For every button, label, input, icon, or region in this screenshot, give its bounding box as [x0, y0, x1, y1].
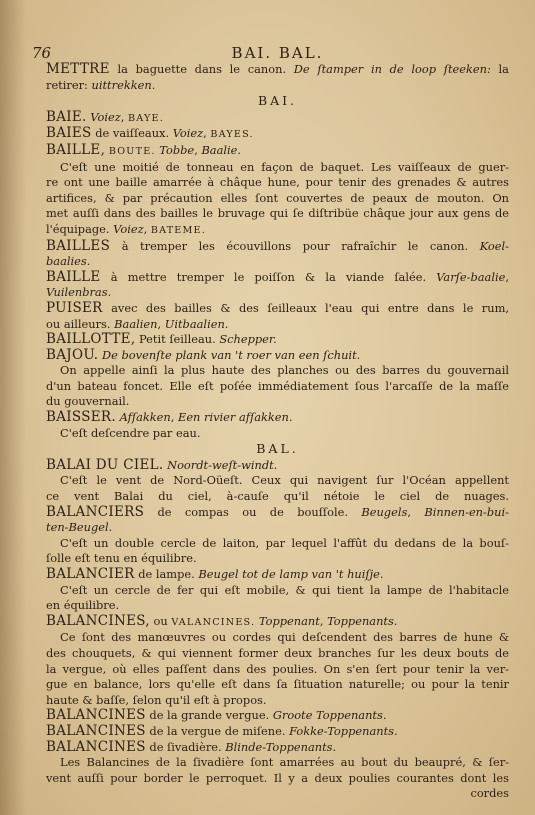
text-run: l'équipage. — [46, 221, 114, 236]
text-line — [46, 473, 509, 489]
text-line — [46, 536, 509, 552]
text-run: Vuilenbras. — [46, 285, 112, 300]
text-run: Voiez — [90, 109, 121, 124]
text-run: De ſtamper in de loop ſteeken: — [293, 62, 491, 76]
headword: BAILLOTTE, — [46, 332, 136, 348]
text-run: Tobbe — [159, 142, 195, 157]
headword: BALAI DU CIEL. — [46, 457, 164, 473]
headword: BAILLE — [46, 269, 101, 285]
text-line — [46, 363, 509, 379]
text-line — [46, 126, 509, 143]
text-run: BATEME. — [150, 224, 206, 236]
text-run: à tremper les écouvillons pour rafraîchir le canon. — [110, 238, 480, 253]
headword: BAJOU. — [46, 347, 99, 363]
page-header — [32, 44, 509, 62]
headword: BALANCIERS — [46, 504, 145, 520]
text-run: ſolle eſt tenu en équilibre. — [46, 551, 197, 566]
text-run: la — [490, 62, 509, 76]
text-run: Petit ſeilleau. — [135, 332, 220, 347]
text-line — [46, 740, 509, 756]
text-run: Voiez — [113, 221, 144, 236]
text-run: Groote Toppenants. — [272, 708, 387, 723]
text-run: VALANCINES. — [171, 616, 256, 628]
text-run: haute & baſſe, ſelon qu'il eſt à propos. — [46, 692, 267, 707]
text-run: la vergue, où elles paſſent dans des poulies. On s'en ſert pour tenir la ver- — [46, 661, 509, 676]
headword: BAILLE, — [46, 142, 106, 158]
text-run: C'eſt deſcendre par eau. — [60, 425, 201, 440]
page-text — [46, 62, 509, 802]
text-run: , — [157, 316, 165, 331]
text-line — [46, 110, 509, 127]
text-run: des chouquets, & qui viennent former deux branches ſur les deux bouts de — [46, 645, 509, 660]
text-run: cordes — [470, 786, 509, 801]
text-run: la baguette dans le canon. — [109, 62, 294, 76]
headword: BAISSER. — [46, 410, 116, 426]
text-line — [46, 301, 509, 317]
text-run: baalies. — [46, 254, 91, 269]
text-run: C'eſt une moitié de tonneau en façon de baquet. Les vaiſſeaux de guer- — [60, 159, 509, 174]
text-run: , — [170, 410, 178, 425]
text-line — [46, 630, 509, 646]
text-line — [46, 567, 509, 583]
text-run: ou ailleurs. — [46, 316, 115, 331]
text-line — [46, 143, 509, 160]
text-line — [46, 175, 509, 191]
spine-shadow — [0, 0, 26, 815]
headword: BAIE. — [46, 109, 87, 125]
section-heading: BAI. — [257, 93, 298, 109]
text-line — [46, 677, 509, 693]
text-line — [46, 489, 509, 505]
text-line — [46, 662, 509, 678]
text-run: de vaiſſeaux. — [91, 126, 173, 141]
text-run: en équilibre. — [46, 598, 120, 613]
text-line — [46, 239, 509, 255]
text-run: , — [203, 126, 211, 141]
text-run: Fokke-Toppenants. — [289, 723, 398, 738]
text-line — [46, 520, 509, 536]
text-line — [46, 394, 509, 410]
text-line — [46, 786, 509, 802]
text-line — [46, 551, 509, 567]
headword: PUISER — [46, 300, 103, 316]
text-run: BOUTE. — [108, 145, 156, 157]
text-run: artifices, & par précaution elles ſont couvertes de peaux de mouton. On — [46, 190, 509, 205]
text-line — [46, 505, 509, 521]
text-run: BAYES. — [210, 129, 254, 141]
text-line — [46, 583, 509, 599]
text-run: Baalien — [114, 316, 158, 331]
text-line — [46, 724, 509, 740]
text-run: Beugel tot de lamp van 't huiſje. — [198, 567, 384, 581]
page-number: 76 — [32, 44, 52, 62]
text-line — [46, 458, 509, 474]
text-run: Voiez — [172, 126, 204, 141]
text-run: Blinde-Toppenants. — [225, 739, 337, 754]
text-run: à mettre tremper le poiſſon & la viande ſalée. — [100, 269, 437, 284]
text-line — [46, 254, 509, 270]
headword: BALANCINES — [46, 723, 146, 739]
text-line — [46, 755, 509, 771]
text-run: C'eſt un double cercle de laiton, par lequel l'affût du dedans de la bouſ- — [60, 535, 509, 550]
text-line — [46, 614, 509, 631]
text-line — [46, 160, 509, 176]
text-run: ce vent Balai du ciel, à-cauſe qu'il nétoie le ciel de nuages. — [46, 489, 509, 504]
text-run: C'eſt le vent de Nord-Oüeſt. Ceux qui navigent ſur l'Océan appellent — [60, 473, 509, 488]
text-run: , — [120, 109, 128, 124]
text-run: De bovenſte plank van 't roer van een ſchuit. — [102, 347, 361, 362]
text-run: Les Balancines de la ſivadière ſont amarrées au bout du beaupré, & ſer- — [60, 755, 509, 770]
text-line — [46, 270, 509, 286]
text-run: avec des bailles & des ſeilleaux l'eau qui entre dans le rum, — [102, 300, 509, 315]
text-line — [46, 206, 509, 222]
text-line — [46, 771, 509, 787]
text-line — [46, 285, 509, 301]
text-line — [46, 646, 509, 662]
text-run: Ce ſont des manœuvres ou cordes qui deſcendent des barres de hune & — [60, 630, 509, 645]
text-line — [46, 222, 509, 239]
text-line — [46, 410, 509, 426]
text-run: d'un bateau foncet. Elle eſt poſée immédiatement ſous l'arcaſſe de la maſſe — [46, 378, 509, 393]
text-run: Koel- — [479, 238, 509, 253]
running-head: BAI. BAL. — [231, 44, 324, 62]
text-run: de lampe. — [134, 567, 199, 581]
headword: BALANCINES — [46, 708, 146, 724]
text-run: du gouvernail. — [46, 394, 130, 409]
headword: BALANCINES — [46, 739, 146, 755]
text-run: Uitbaalien. — [164, 316, 229, 331]
headword: BALANCINES, — [46, 613, 150, 629]
text-line — [46, 708, 509, 724]
text-run: vent auſſi pour border le perroquet. Il y a deux poulies courantes dont les — [46, 770, 509, 785]
text-line — [46, 332, 509, 348]
text-line — [46, 693, 509, 709]
text-line — [46, 93, 509, 110]
text-run: met auſſi dans des bailles le bruvage qui ſe diſtribüe châque jour aux gens de — [46, 206, 509, 221]
text-run: Beugels — [361, 504, 408, 519]
text-run: Varſe-baalie — [436, 269, 506, 284]
text-run: , — [319, 613, 328, 628]
text-run: On appelle ainſi la plus haute des planches ou des barres du gouvernail — [60, 363, 509, 378]
text-line — [46, 441, 509, 458]
text-run: de ſivadière. — [145, 739, 226, 754]
text-line — [46, 317, 509, 333]
text-line — [46, 191, 509, 207]
headword: BALANCIER — [46, 567, 135, 582]
text-line — [46, 348, 509, 364]
text-run: Toppenants. — [327, 613, 398, 628]
text-run: , — [505, 269, 509, 284]
text-run: de la vergue de miſene. — [145, 723, 290, 738]
text-run: Toppenant — [258, 613, 320, 628]
headword: BAILLES — [46, 238, 111, 254]
text-run: uittrekken. — [91, 77, 156, 92]
text-run: de la grande vergue. — [145, 708, 273, 723]
text-run: , — [407, 504, 425, 519]
text-run: C'eſt un cercle de fer qui eſt mobile, & qui tient la lampe de l'habitacle — [60, 582, 509, 597]
text-run: Noordt-weſt-windt. — [167, 457, 278, 472]
text-run: Binnen-en-bui- — [424, 504, 509, 519]
text-line — [46, 62, 509, 78]
text-run: gue en balance, lors qu'elle eſt dans ſa ſituation naturelle; ou pour la tenir — [46, 677, 509, 692]
text-line — [46, 379, 509, 395]
text-run: , — [194, 142, 202, 157]
headword: BAIES — [46, 126, 92, 142]
text-run: ten-Beugel. — [46, 520, 113, 535]
text-run: Een rivier afſakken. — [178, 410, 293, 425]
text-run: de compas ou de bouſſole. — [144, 504, 362, 519]
text-run: Baalie. — [201, 142, 242, 157]
text-line — [46, 426, 509, 442]
text-line — [46, 598, 509, 614]
text-run: retirer: — [46, 77, 92, 92]
headword: METTRE — [46, 62, 110, 77]
section-heading: BAL. — [256, 441, 299, 457]
text-run: BAYE. — [127, 112, 164, 124]
text-run: Schepper. — [219, 332, 277, 347]
text-run: ou — [149, 613, 172, 628]
text-run: Afſakken — [119, 410, 171, 425]
text-run: re ont une baille amarrée à châque hune, pour tenir des grenades & autres — [46, 175, 509, 190]
text-run: , — [143, 221, 151, 236]
text-line — [46, 78, 509, 94]
